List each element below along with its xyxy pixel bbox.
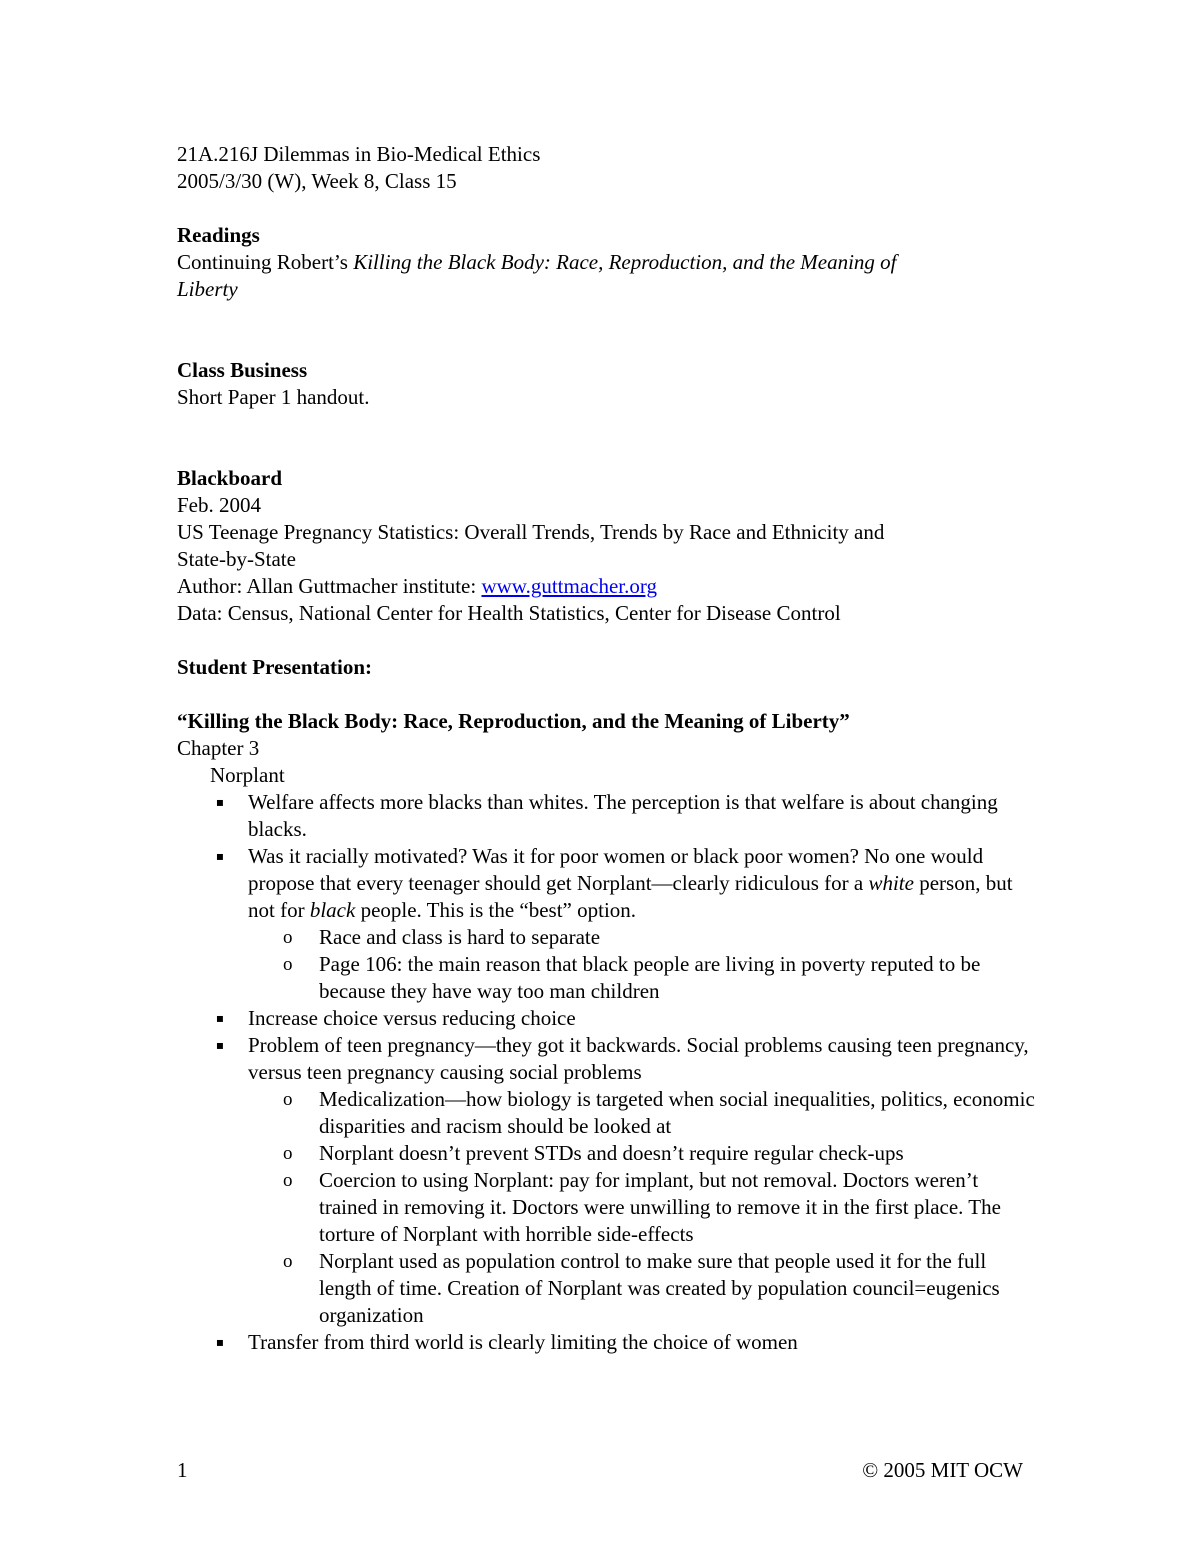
class-business-heading: Class Business bbox=[177, 358, 308, 382]
sub-list-item bbox=[283, 1167, 1037, 1248]
sub-bullet-marker: o bbox=[283, 1089, 293, 1110]
sub-list-item bbox=[283, 1248, 1037, 1329]
blackboard-date: Feb. 2004 bbox=[177, 493, 261, 517]
document-body bbox=[177, 141, 1037, 1356]
course-title: 21A.216J Dilemmas in Bio-Medical Ethics bbox=[177, 142, 541, 166]
bullet-text bbox=[248, 844, 1013, 922]
sub-list-item bbox=[283, 951, 1037, 1005]
sub-list-item bbox=[283, 1086, 1037, 1140]
guttmacher-link[interactable]: www.guttmacher.org bbox=[481, 574, 657, 598]
copyright-notice: © 2005 MIT OCW bbox=[862, 1458, 1023, 1482]
notes-bullet-list bbox=[177, 789, 1037, 1356]
sub-bullet-text: Page 106: the main reason that black people are living in poverty reputed to be because they have way too man children bbox=[319, 952, 981, 1003]
list-item bbox=[215, 1032, 1037, 1329]
sub-bullet-text: Coercion to using Norplant: pay for implant, but not removal. Doctors weren’t trained in removing it. Doctors were unwilling to remove it in the first place. The torture of Norplant with horrible side-effects bbox=[319, 1168, 1001, 1246]
sub-bullet-text: Norplant used as population control to make sure that people used it for the full length of time. Creation of Norplant was created by population council=eugenics organization bbox=[319, 1249, 1000, 1327]
sub-bullet-marker: o bbox=[283, 1251, 293, 1272]
blackboard-author bbox=[177, 573, 1037, 600]
blackboard-author-prefix: Author: Allan Guttmacher institute: bbox=[177, 574, 482, 598]
list-item bbox=[215, 1329, 1037, 1356]
bullet-text-part: person, but not for bbox=[248, 871, 1013, 922]
bullet-text-italic: black bbox=[309, 898, 356, 922]
readings-prefix: Continuing Robert’s bbox=[177, 250, 354, 274]
readings-book-title: Killing the Black Body: Race, Reproduction, and the Meaning of bbox=[353, 250, 897, 274]
bullet-marker: ▪ bbox=[215, 795, 225, 809]
sub-bullet-text: Norplant doesn’t prevent STDs and doesn’t require regular check-ups bbox=[319, 1141, 904, 1165]
bullet-text-part: people. This is the “best” option. bbox=[355, 898, 637, 922]
list-item bbox=[215, 789, 1037, 843]
presentation-book-title: “Killing the Black Body: Race, Reproduction, and the Meaning of Liberty” bbox=[177, 709, 850, 733]
bullet-marker: ▪ bbox=[215, 849, 225, 863]
chapter-label: Chapter 3 bbox=[177, 736, 260, 760]
class-date: 2005/3/30 (W), Week 8, Class 15 bbox=[177, 169, 457, 193]
bullet-text: Welfare affects more blacks than whites. The perception is that welfare is about changing blacks. bbox=[248, 790, 998, 841]
bullet-text: Transfer from third world is clearly limiting the choice of women bbox=[248, 1330, 798, 1354]
readings-book-title-cont: Liberty bbox=[177, 277, 238, 301]
blackboard-title-line1: US Teenage Pregnancy Statistics: Overall Trends, Trends by Race and Ethnicity and bbox=[177, 520, 885, 544]
bullet-text-part: Was it racially motivated? Was it for poor women or black poor women? No one would propose that every teenager should get Norplant—clearly ridiculous for a bbox=[248, 844, 984, 895]
sub-bullet-text: Medicalization—how biology is targeted when social inequalities, politics, economic disparities and racism should be looked at bbox=[319, 1087, 1035, 1138]
blackboard-title-line2: State-by-State bbox=[177, 547, 296, 571]
list-item bbox=[215, 843, 1037, 1005]
sub-list-item bbox=[283, 1140, 1037, 1167]
readings-text bbox=[177, 249, 1037, 303]
blackboard-data-source: Data: Census, National Center for Health Statistics, Center for Disease Control bbox=[177, 601, 841, 625]
bullet-marker: ▪ bbox=[215, 1038, 225, 1052]
sub-bullet-marker: o bbox=[283, 954, 293, 975]
page-number: 1 bbox=[177, 1458, 188, 1482]
sub-bullet-marker: o bbox=[283, 1170, 293, 1191]
sub-list bbox=[248, 1086, 1037, 1329]
bullet-marker: ▪ bbox=[215, 1335, 225, 1349]
list-item bbox=[215, 1005, 1037, 1032]
sub-bullet-marker: o bbox=[283, 927, 293, 948]
readings-heading: Readings bbox=[177, 223, 260, 247]
sub-bullet-text: Race and class is hard to separate bbox=[319, 925, 601, 949]
sub-list bbox=[248, 924, 1037, 1005]
class-business-text: Short Paper 1 handout. bbox=[177, 385, 370, 409]
bullet-text: Problem of teen pregnancy—they got it backwards. Social problems causing teen pregnancy, versus teen pregnancy causing social problems bbox=[248, 1033, 1029, 1084]
presentation-heading: Student Presentation: bbox=[177, 655, 373, 679]
bullet-text: Increase choice versus reducing choice bbox=[248, 1006, 576, 1030]
bullet-marker: ▪ bbox=[215, 1011, 225, 1025]
sub-list-item bbox=[283, 924, 1037, 951]
bullet-text-italic: white bbox=[868, 871, 914, 895]
topic-label: Norplant bbox=[210, 763, 285, 787]
sub-bullet-marker: o bbox=[283, 1143, 293, 1164]
blackboard-heading: Blackboard bbox=[177, 466, 283, 490]
